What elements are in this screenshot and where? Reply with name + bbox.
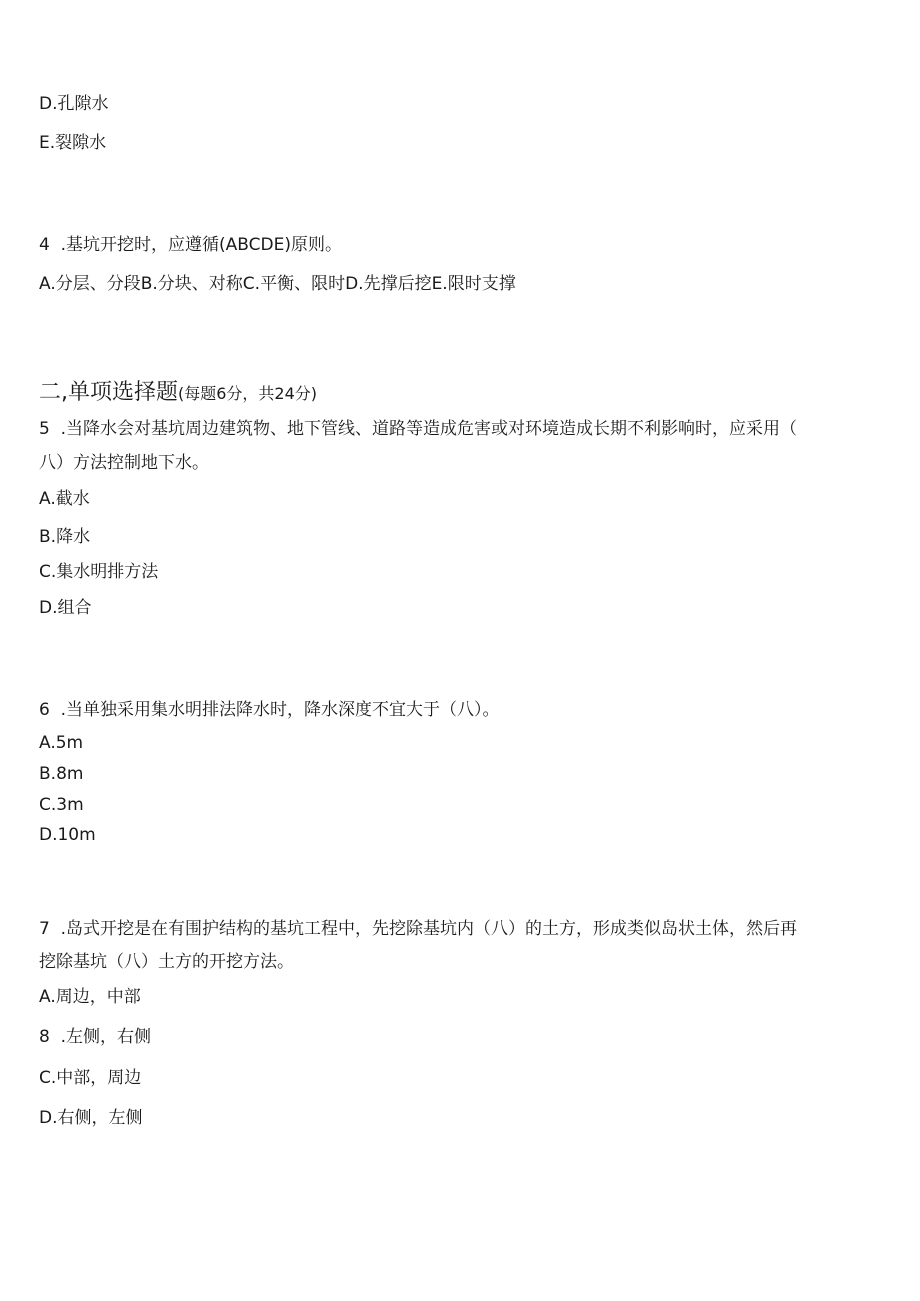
q7-option-a: A.周边，中部 (39, 987, 141, 1007)
q4-options: A.分层、分段B.分块、对称C.平衡、限时D.先撑后挖E.限时支撑 (39, 274, 516, 294)
q6-option-c: C.3m (39, 795, 84, 815)
q3-option-d: D.孔隙水 (39, 94, 109, 114)
q6-option-d: D.10m (39, 825, 96, 845)
q5-option-c: C.集水明排方法 (39, 562, 159, 582)
q7-stem-line1: 7 .岛式开挖是在有围护结构的基坑工程中，先挖除基坑内（八）的土方，形成类似岛状土体，然后再 (39, 919, 798, 939)
q7-option-c: C.中部，周边 (39, 1068, 142, 1088)
q7-option-b: 8 .左侧，右侧 (39, 1027, 152, 1047)
q7-stem-line2: 挖除基坑（八）土方的开挖方法。 (39, 952, 294, 972)
q5-option-d: D.组合 (39, 598, 92, 618)
section-note: (每题6分，共24分) (178, 384, 318, 403)
q5-stem-line1: 5 .当降水会对基坑周边建筑物、地下管线、道路等造成危害或对环境造成长期不利影响时，应采用（ (39, 419, 798, 439)
q7-option-d: D.右侧，左侧 (39, 1108, 143, 1128)
section-title: 二,单项选择题 (39, 380, 178, 405)
q3-option-e: E.裂隙水 (39, 133, 107, 153)
q6-stem: 6 .当单独采用集水明排法降水时，降水深度不宜大于（八）。 (39, 700, 500, 720)
q5-option-b: B.降水 (39, 527, 91, 547)
q6-option-a: A.5m (39, 733, 84, 753)
section-heading (39, 375, 317, 406)
q6-option-b: B.8m (39, 764, 84, 784)
q5-option-a: A.截水 (39, 489, 90, 509)
q4-stem: 4 .基坑开挖时，应遵循(ABCDE)原则。 (39, 235, 342, 255)
q5-stem-line2: 八）方法控制地下水。 (39, 453, 209, 473)
